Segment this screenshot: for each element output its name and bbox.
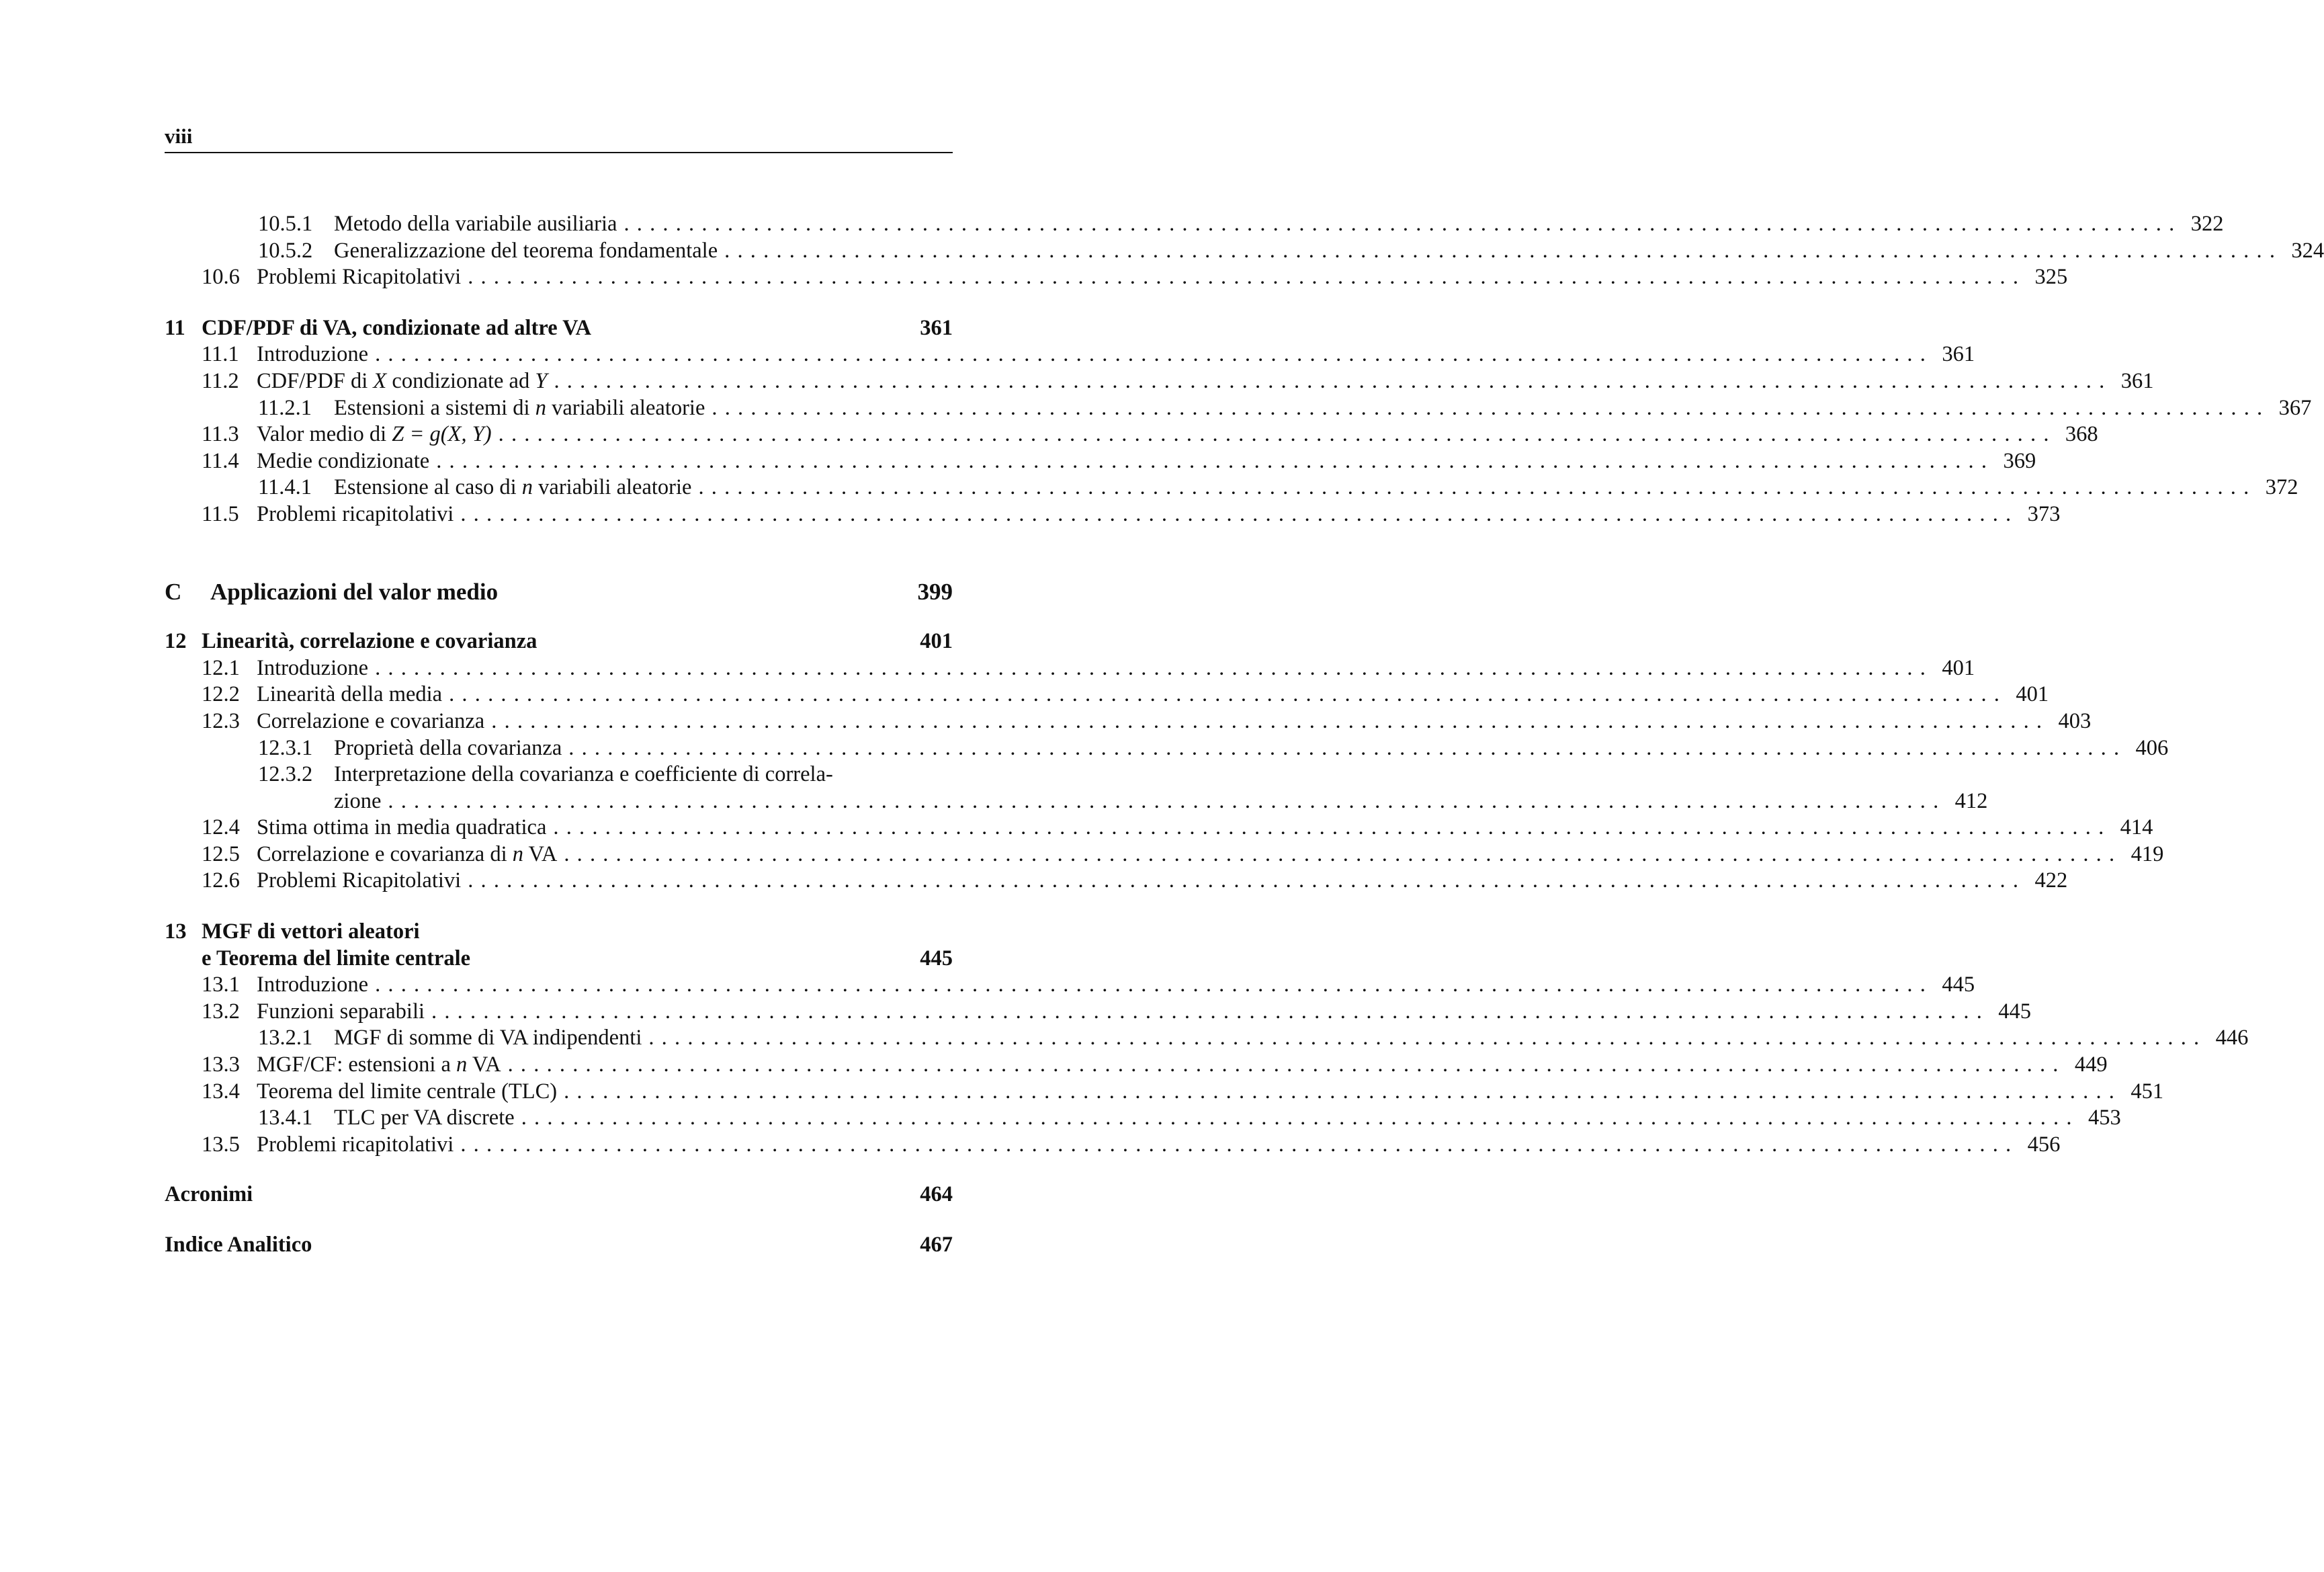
toc-entry-11-4-1[interactable]	[165, 474, 2298, 501]
toc-entry-page: 367	[2278, 395, 2312, 420]
toc-entry-title: Introduzione	[257, 342, 369, 367]
leader-dots: ........................................................................................................................	[648, 1026, 2207, 1050]
part-title: Applicazioni del valor medio	[210, 578, 499, 605]
leader-dots: ........................................................................................................................	[449, 682, 2008, 707]
toc-entry-page: 325	[2034, 265, 2068, 290]
toc-entry-number: 11.3	[202, 422, 239, 447]
leader-dots: ........................................................................................................................	[431, 999, 1990, 1024]
toc-entry-12-3-2[interactable]	[165, 761, 953, 788]
toc-entry-number: 13.5	[202, 1132, 240, 1157]
leader-dots: ........................................................................................................................	[375, 342, 1934, 367]
toc-entry-page: 446	[2215, 1026, 2249, 1050]
toc-entry-title: Estensioni a sistemi di n variabili aleatorie	[334, 395, 705, 420]
leader-dots: ........................................................................................................................	[460, 1132, 2019, 1157]
toc-entry-11-3[interactable]	[165, 421, 2098, 448]
toc-entry-11-2[interactable]	[165, 368, 2154, 395]
toc-entry-number: 10.6	[202, 265, 240, 290]
math-variable: Y	[535, 368, 548, 393]
chapter-title: Linearità, correlazione e covarianza	[202, 629, 537, 654]
toc-entry-page: 372	[2265, 475, 2298, 500]
math-variable: n	[512, 841, 524, 866]
toc-entry-13-2[interactable]	[165, 999, 2032, 1026]
toc-entry-11-4[interactable]	[165, 448, 2036, 475]
toc-part-c[interactable]	[165, 579, 953, 606]
toc-entry-number: 13.2.1	[258, 1026, 313, 1050]
toc-entry-page: 401	[1942, 655, 1975, 680]
toc-entry-number: 10.5.2	[258, 238, 313, 263]
header-rule	[165, 152, 953, 153]
toc-entry-number: 11.1	[202, 342, 239, 367]
toc-entry-10-6[interactable]	[165, 264, 2068, 291]
backmatter-page: 464	[920, 1182, 953, 1207]
toc-entry-page: 449	[2074, 1052, 2108, 1077]
chapter-title: CDF/PDF di VA, condizionate ad altre VA	[202, 315, 591, 340]
toc-entry-number: 11.5	[202, 501, 239, 526]
toc-entry-page: 361	[1942, 342, 1975, 367]
leader-dots: ........................................................................................................................	[724, 238, 2283, 263]
toc-indice-analitico[interactable]	[165, 1232, 953, 1259]
toc-entry-number: 12.3.1	[258, 735, 313, 760]
toc-entry-13-3[interactable]	[165, 1052, 2108, 1079]
toc-entry-number: 12.3.2	[258, 762, 313, 787]
toc-entry-13-4[interactable]	[165, 1079, 2164, 1106]
leader-dots: ........................................................................................................................	[568, 735, 2127, 760]
chapter-number: 13	[165, 919, 187, 944]
toc-entry-number: 10.5.1	[258, 212, 313, 236]
toc-entry-page: 445	[1942, 973, 1975, 997]
toc-chapter-11[interactable]	[165, 315, 953, 342]
toc-entry-title: MGF di somme di VA indipendenti	[334, 1026, 642, 1050]
toc-entry-number: 13.1	[202, 973, 240, 997]
toc-entry-page: 373	[2027, 501, 2061, 526]
toc-entry-page: 406	[2135, 735, 2169, 760]
toc-entry-10-5-1[interactable]	[165, 211, 2224, 238]
toc-entry-page: 361	[2120, 368, 2154, 393]
toc-entry-page: 403	[2058, 708, 2092, 733]
toc-entry-13-5[interactable]	[165, 1132, 2061, 1159]
toc-entry-number: 12.3	[202, 708, 240, 733]
toc-entry-title: Interpretazione della covarianza e coefficiente di correla-	[334, 762, 833, 787]
leader-dots: ........................................................................................................................	[564, 1079, 2122, 1104]
leader-dots: ........................................................................................................................	[712, 395, 2270, 420]
toc-entry-title: Correlazione e covarianza di n VA	[257, 841, 558, 866]
table-of-contents	[165, 211, 2324, 1259]
toc-entry-10-5-2[interactable]	[165, 238, 2324, 265]
leader-dots: ........................................................................................................................	[491, 708, 2050, 733]
toc-entry-title: Estensione al caso di n variabili aleatorie	[334, 475, 692, 500]
toc-entry-title: Introduzione	[257, 973, 369, 997]
leader-dots: ........................................................................................................................	[698, 475, 2257, 500]
chapter-title-continued: e Teorema del limite centrale	[202, 946, 471, 970]
toc-entry-12-4[interactable]	[165, 815, 2153, 841]
toc-entry-13-2-1[interactable]	[165, 1025, 2249, 1052]
math-expression: Z = g(X, Y)	[392, 422, 492, 447]
toc-entry-page: 419	[2131, 841, 2164, 866]
toc-entry-number: 13.3	[202, 1052, 240, 1077]
toc-entry-number: 11.2.1	[258, 395, 312, 420]
toc-chapter-13[interactable]	[165, 919, 953, 946]
toc-entry-page: 322	[2190, 212, 2224, 236]
toc-entry-title: Medie condizionate	[257, 448, 430, 473]
toc-entry-page: 422	[2034, 868, 2068, 893]
part-page: 399	[917, 578, 953, 605]
toc-entry-number: 13.4	[202, 1079, 240, 1104]
chapter-number: 12	[165, 629, 187, 654]
toc-chapter-12[interactable]	[165, 628, 953, 655]
leader-dots: ........................................................................................................................	[375, 655, 1934, 680]
toc-acronimi[interactable]	[165, 1182, 953, 1208]
toc-entry-page: 401	[2016, 682, 2049, 707]
leader-dots: ........................................................................................................................	[460, 501, 2019, 526]
leader-dots: ........................................................................................................................	[521, 1106, 2079, 1130]
math-variable: n	[535, 395, 546, 420]
leader-dots: ........................................................................................................................	[388, 788, 1946, 813]
toc-entry-title: Valor medio di Z = g(X, Y)	[257, 422, 492, 447]
leader-dots: ........................................................................................................................	[375, 973, 1934, 997]
toc-entry-page: 369	[2003, 448, 2036, 473]
toc-entry-title: Introduzione	[257, 655, 369, 680]
leader-dots: ........................................................................................................................	[436, 448, 1995, 473]
toc-entry-title: Problemi Ricapitolativi	[257, 265, 462, 290]
toc-entry-number: 12.1	[202, 655, 240, 680]
leader-dots: ........................................................................................................................	[564, 841, 2122, 866]
backmatter-page: 467	[920, 1233, 953, 1257]
toc-entry-number: 12.4	[202, 815, 240, 840]
leader-dots: ........................................................................................................................	[498, 422, 2057, 447]
backmatter-title: Indice Analitico	[165, 1233, 312, 1257]
toc-entry-number: 11.4	[202, 448, 239, 473]
leader-dots: ........................................................................................................................	[507, 1052, 2066, 1077]
toc-entry-page: 412	[1954, 788, 1988, 813]
toc-entry-12-6[interactable]	[165, 868, 2068, 895]
toc-entry-number: 11.4.1	[258, 475, 312, 500]
backmatter-title: Acronimi	[165, 1182, 253, 1207]
toc-entry-13-4-1[interactable]	[165, 1105, 2121, 1132]
toc-entry-title: Correlazione e covarianza	[257, 708, 485, 733]
math-variable: n	[456, 1052, 468, 1077]
toc-entry-number: 12.2	[202, 682, 240, 707]
leader-dots: ........................................................................................................................	[553, 815, 2112, 840]
toc-entry-title-continued: zione	[334, 788, 382, 813]
chapter-number: 11	[165, 315, 185, 340]
math-variable: n	[521, 475, 533, 500]
toc-entry-title: MGF/CF: estensioni a n VA	[257, 1052, 501, 1077]
toc-entry-12-3-2-continued[interactable]	[165, 788, 1988, 815]
toc-entry-number: 12.6	[202, 868, 240, 893]
leader-dots: ........................................................................................................................	[468, 265, 2026, 290]
toc-entry-title: TLC per VA discrete	[334, 1106, 515, 1130]
toc-entry-page: 414	[2120, 815, 2153, 840]
toc-entry-11-5[interactable]	[165, 501, 2061, 528]
toc-entry-number: 13.4.1	[258, 1106, 313, 1130]
toc-entry-12-3-1[interactable]	[165, 735, 2169, 762]
toc-entry-12-2[interactable]	[165, 681, 2049, 708]
toc-entry-page: 453	[2088, 1106, 2121, 1130]
toc-entry-page: 456	[2027, 1132, 2061, 1157]
toc-entry-number: 12.5	[202, 841, 240, 866]
toc-entry-12-5[interactable]	[165, 841, 2164, 868]
chapter-page: 445	[920, 946, 953, 970]
chapter-page: 401	[920, 629, 953, 654]
chapter-page: 361	[920, 315, 953, 340]
leader-dots: ........................................................................................................................	[623, 212, 2182, 236]
running-head: viii	[165, 124, 193, 148]
toc-entry-title: Teorema del limite centrale (TLC)	[257, 1079, 558, 1104]
toc-entry-13-1[interactable]	[165, 972, 1975, 999]
toc-chapter-13-continued[interactable]	[165, 946, 953, 973]
toc-entry-page: 451	[2131, 1079, 2164, 1104]
toc-entry-number: 11.2	[202, 368, 239, 393]
toc-entry-title: CDF/PDF di X condizionate ad Y	[257, 368, 548, 393]
toc-entry-number: 13.2	[202, 999, 240, 1024]
toc-entry-title: Stima ottima in media quadratica	[257, 815, 547, 840]
toc-entry-title: Linearità della media	[257, 682, 443, 707]
toc-entry-title: Generalizzazione del teorema fondamentale	[334, 238, 718, 263]
toc-entry-title: Metodo della variabile ausiliaria	[334, 212, 617, 236]
toc-entry-12-3[interactable]	[165, 708, 2092, 735]
toc-entry-title: Proprietà della covarianza	[334, 735, 562, 760]
toc-entry-12-1[interactable]	[165, 655, 1975, 682]
toc-entry-title: Problemi ricapitolativi	[257, 1132, 454, 1157]
math-variable: X	[373, 368, 387, 393]
toc-entry-11-2-1[interactable]	[165, 395, 2312, 422]
part-letter: C	[165, 578, 182, 605]
toc-entry-title: Problemi Ricapitolativi	[257, 868, 462, 893]
toc-entry-page: 368	[2065, 422, 2098, 447]
toc-entry-page: 324	[2291, 238, 2324, 263]
toc-entry-11-1[interactable]	[165, 341, 1975, 368]
leader-dots: ........................................................................................................................	[554, 368, 2112, 393]
toc-entry-title: Problemi ricapitolativi	[257, 501, 454, 526]
toc-entry-title: Funzioni separabili	[257, 999, 425, 1024]
toc-entry-page: 445	[1998, 999, 2032, 1024]
chapter-title: MGF di vettori aleatori	[202, 919, 420, 944]
leader-dots: ........................................................................................................................	[468, 868, 2026, 893]
